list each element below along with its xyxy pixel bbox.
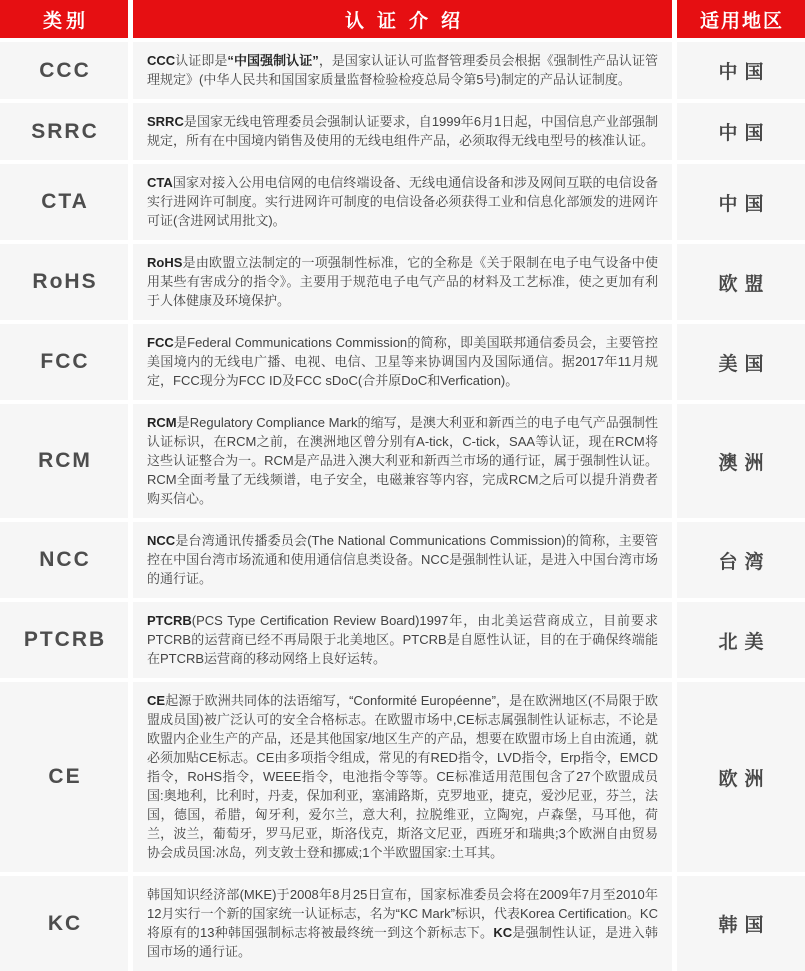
cert-label-srrc: SRRC — [0, 103, 128, 160]
cert-label-ce: CE — [0, 682, 128, 872]
cert-label-fcc: FCC — [0, 324, 128, 400]
cert-region-ptcrb: 北美 — [677, 602, 805, 678]
cert-region-kc: 韩国 — [677, 876, 805, 971]
cert-region-srrc: 中国 — [677, 103, 805, 160]
cert-desc-ccc: CCC认证即是“中国强制认证”，是国家认证认可监督管理委员会根据《强制性产品认证管理规定》(中华人民共和国国家质量监督检验检疫总局令第5号)制定的产品认证制度。 — [133, 42, 672, 99]
cert-region-cta: 中国 — [677, 164, 805, 240]
header-cell-intro: 认证介绍 — [133, 0, 672, 38]
cert-desc-fcc: FCC是Federal Communications Commission的简称，即美国联邦通信委员会，主要管控美国境内的无线电广播、电视、电信、卫星等来协调国内及国际通信。据2017年11月规定，FCC现分为FCC ID及FCC sDoC(合并原DoC和Verfication)。 — [133, 324, 672, 400]
cert-desc-ncc: NCC是台湾通讯传播委员会(The National Communications Commission)的简称，主要管控在中国台湾市场流通和使用通信信息类设备。NCC是强制性认证，是进入中国台湾市场的通行证。 — [133, 522, 672, 598]
header-cell-category: 类别 — [0, 0, 128, 38]
cert-desc-rohs: RoHS是由欧盟立法制定的一项强制性标准，它的全称是《关于限制在电子电气设备中使用某些有害成分的指令》。主要用于规范电子电气产品的材料及工艺标准，使之更加有利于人体健康及环境保护。 — [133, 244, 672, 320]
cert-desc-srrc: SRRC是国家无线电管理委员会强制认证要求，自1999年6月1日起，中国信息产业部强制规定，所有在中国境内销售及使用的无线电组件产品，必须取得无线电型号的核准认证。 — [133, 103, 672, 160]
cert-label-cta: CTA — [0, 164, 128, 240]
cert-region-ce: 欧洲 — [677, 682, 805, 872]
cert-region-fcc: 美国 — [677, 324, 805, 400]
cert-label-kc: KC — [0, 876, 128, 971]
cert-label-ccc: CCC — [0, 42, 128, 99]
cert-label-rohs: RoHS — [0, 244, 128, 320]
cert-region-ncc: 台湾 — [677, 522, 805, 598]
cert-label-ncc: NCC — [0, 522, 128, 598]
cert-desc-cta: CTA国家对接入公用电信网的电信终端设备、无线电通信设备和涉及网间互联的电信设备实行进网许可制度。实行进网许可制度的电信设备必须获得工业和信息化部颁发的进网许可证(含进网试用批文)。 — [133, 164, 672, 240]
cert-region-rohs: 欧盟 — [677, 244, 805, 320]
cert-region-ccc: 中国 — [677, 42, 805, 99]
cert-region-rcm: 澳洲 — [677, 404, 805, 518]
cert-desc-kc: 韩国知识经济部(MKE)于2008年8月25日宣布，国家标准委员会将在2009年7月至2010年12月实行一个新的国家统一认证标志，名为“KC Mark”标识，代表Korea Certification。KC将原有的13种韩国强制标志将被最终统一到这个新标志下。KC是强制性认证，是进入韩国市场的通行证。 — [133, 876, 672, 971]
cert-label-ptcrb: PTCRB — [0, 602, 128, 678]
header-cell-region: 适用地区 — [677, 0, 805, 38]
cert-desc-ptcrb: PTCRB(PCS Type Certification Review Board)1997年，由北美运营商成立，目前要求PTCRB的运营商已经不再局限于北美地区。PTCRB是自愿性认证，目的在于确保终端能在PTCRB运营商的移动网络上良好运转。 — [133, 602, 672, 678]
cert-desc-rcm: RCM是Regulatory Compliance Mark的缩写，是澳大利亚和新西兰的电子电气产品强制性认证标识，在RCM之前，在澳洲地区曾分别有A-tick，C-tick，SAA等认证，现在RCM将这些认证整合为一。RCM是产品进入澳大利亚和新西兰市场的通行证，属于强制性认证。RCM全面考量了无线频谱，电子安全，电磁兼容等内容，完成RCM之后可以提升消费者购买信心。 — [133, 404, 672, 518]
cert-desc-ce: CE起源于欧洲共同体的法语缩写，“Conformité Européenne”，是在欧洲地区(不局限于欧盟成员国)被广泛认可的安全合格标志。在欧盟市场中,CE标志属强制性认证标志，不论是欧盟内企业生产的产品，还是其他国家/地区生产的产品，想要在欧盟市场上自由流通，就必须加贴CE标志。CE由多项指令组成，常见的有RED指令，LVD指令，Erp指令，EMCD指令，RoHS指令，WEEE指令，电池指令等等。CE标准适用范围包含了27个欧盟成员国:奥地利，比利时，丹麦，保加利亚，塞浦路斯，克罗地亚，捷克，爱沙尼亚，芬兰，法国，德国，希腊，匈牙利，爱尔兰，意大利，拉脱维亚，立陶宛，卢森堡，马耳他，荷兰，波兰，葡萄牙，罗马尼亚，斯洛伐克，斯洛文尼亚，西班牙和瑞典;3个欧洲自由贸易协会成员国:冰岛，列支敦士登和挪威;1个半欧盟国家:土耳其。 — [133, 682, 672, 872]
cert-label-rcm: RCM — [0, 404, 128, 518]
